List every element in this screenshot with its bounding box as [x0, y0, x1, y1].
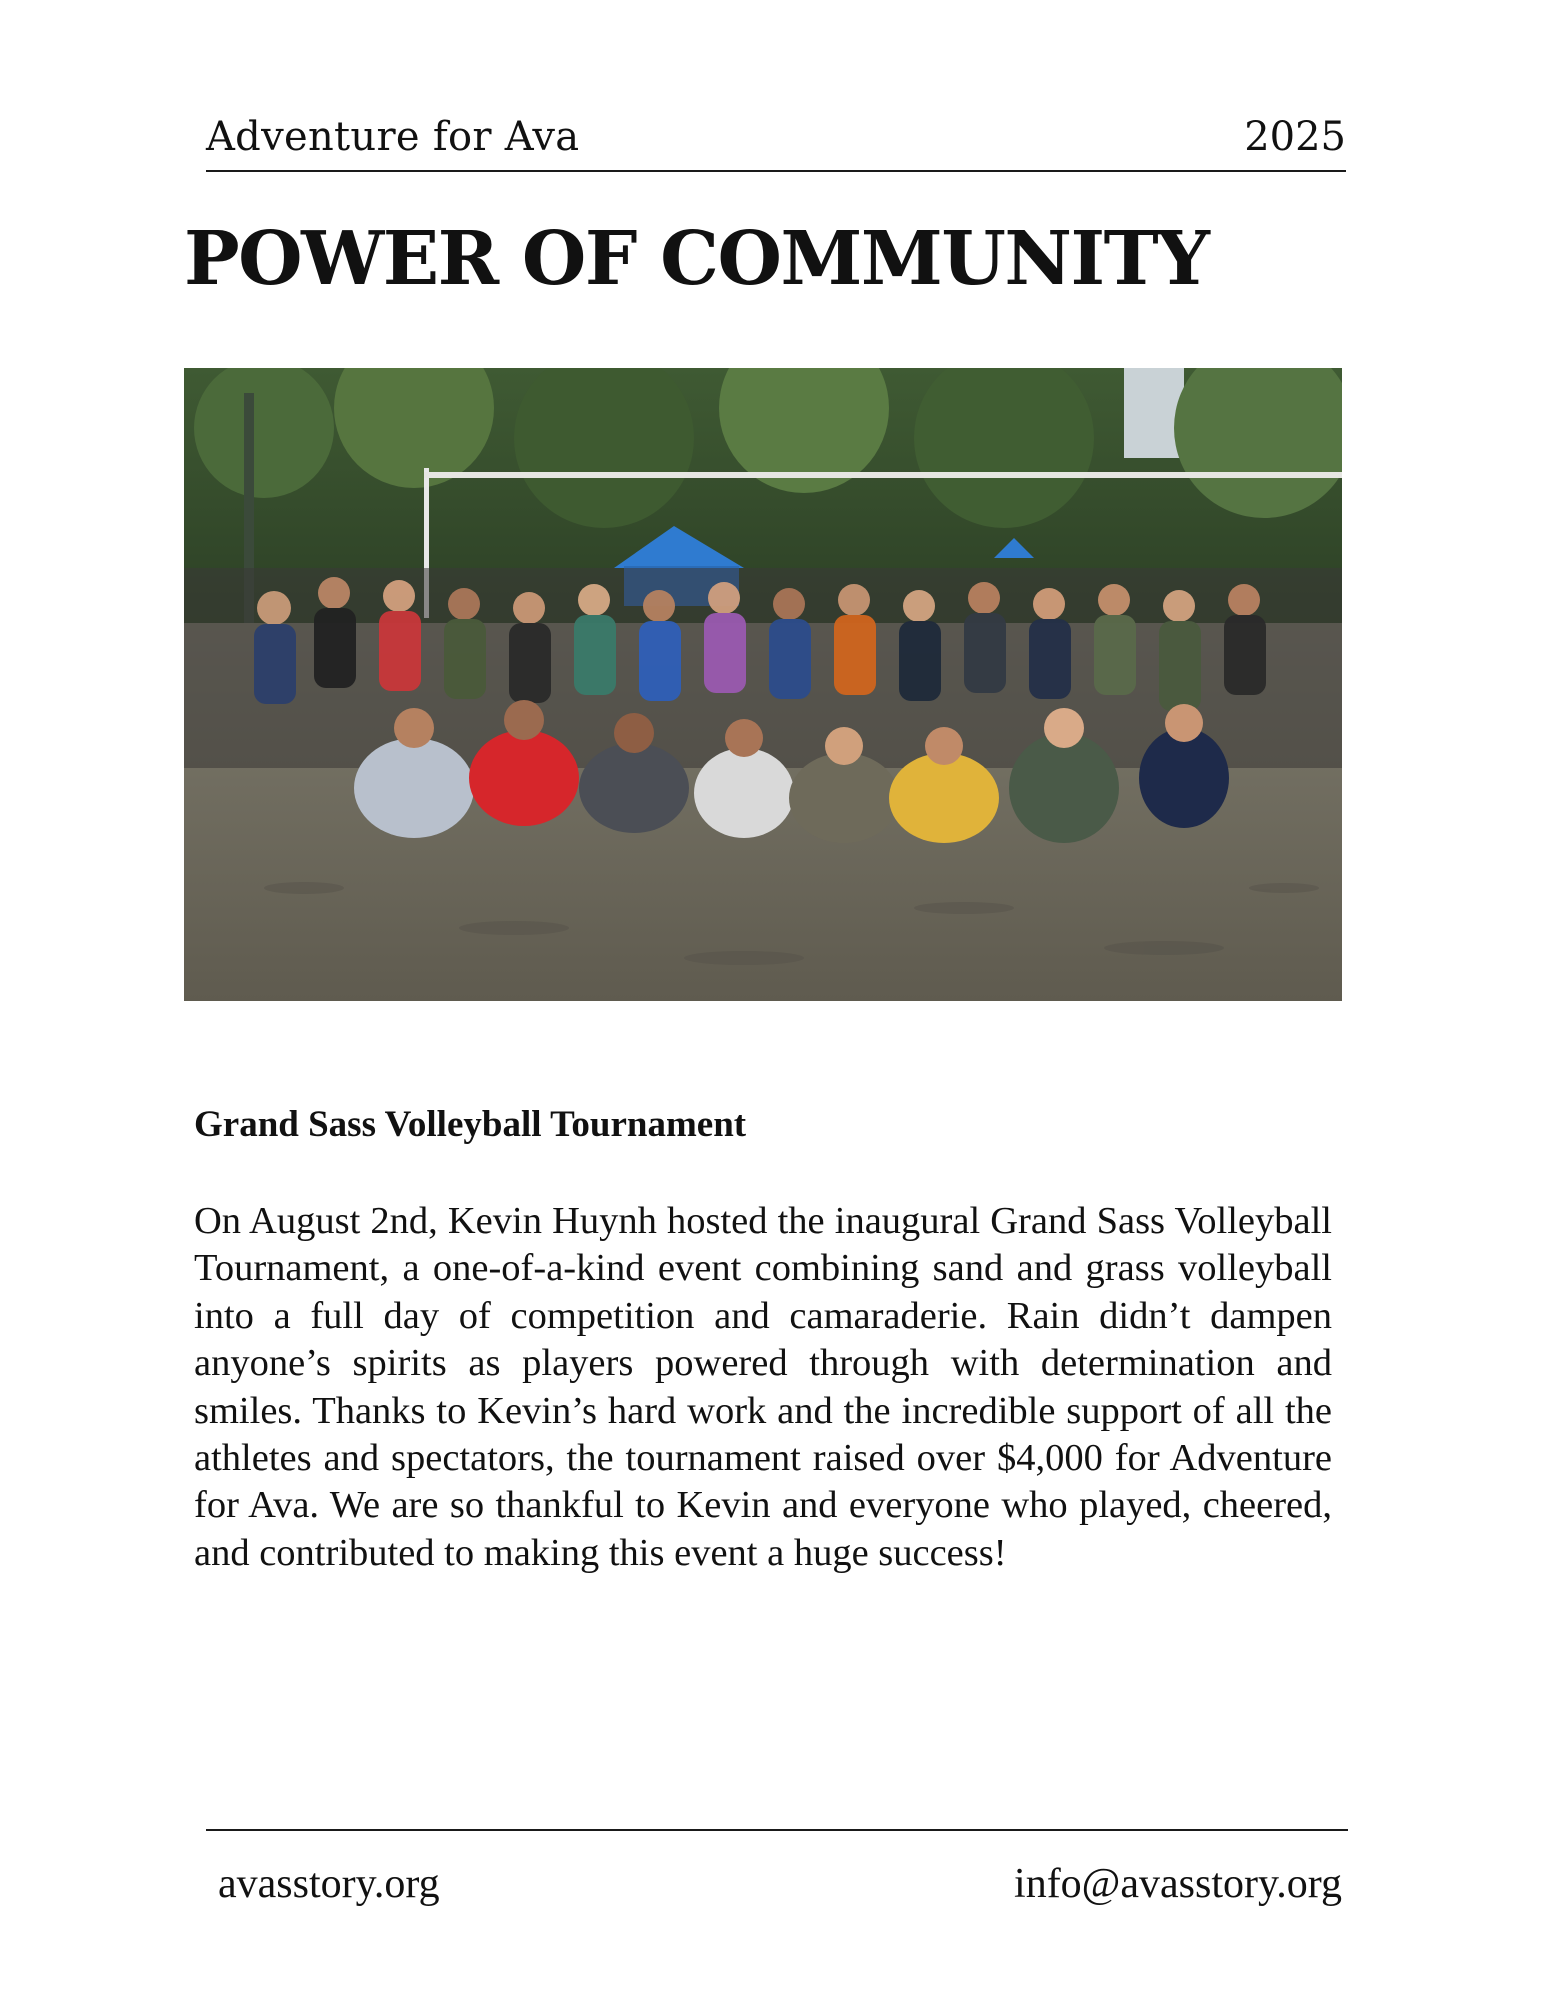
footer-email[interactable]: info@avasstory.org: [1014, 1861, 1342, 1907]
article-title: Grand Sass Volleyball Tournament: [194, 1104, 747, 1145]
article-body: On August 2nd, Kevin Huynh hosted the inaugural Grand Sass Volleyball Tournament, a one-of-a-kind event combining sand and grass volleyball into a full day of competition and camaraderie. Rain didn’t dampen anyone’s spirits as players powered through with determination and smiles. Thanks to Kevin’s hard work and the incredible support of all the athletes and spectators, the tournament raised over $4,000 for Adventure for Ava. We are so thankful to Kevin and everyone who played, cheered, and contributed to making this event a huge success!: [194, 1200, 1332, 1574]
page-header: [206, 112, 1346, 172]
org-name: Adventure for Ava: [206, 114, 580, 160]
header-year: 2025: [1244, 114, 1346, 160]
footer-divider: [206, 1829, 1348, 1831]
footer-website[interactable]: avasstory.org: [218, 1861, 440, 1907]
group-photo: [184, 368, 1342, 1001]
page-title: POWER OF COMMUNITY: [184, 216, 1209, 302]
